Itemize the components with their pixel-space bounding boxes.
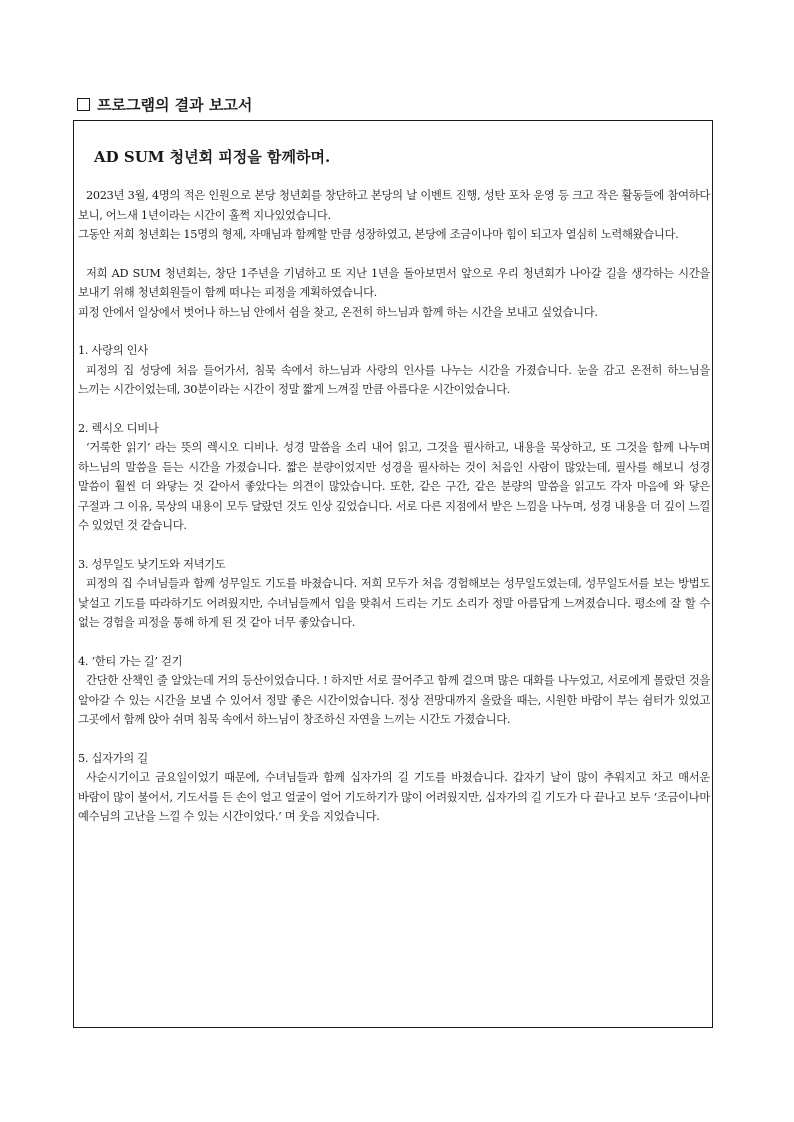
section-body: 피정의 집 성당에 처음 들어가서, 침묵 속에서 하느님과 사랑의 인사를 나누는 시간을 가졌습니다. 눈을 감고 온전히 하느님을 느끼는 시간이었는데, 30분이라는 시간이 정말 짧게 느껴질 만큼 아름다운 시간이었습니다. xyxy=(78,363,710,396)
checkbox-icon xyxy=(77,98,90,111)
section-body: 피정의 집 수녀님들과 함께 성무일도 기도를 바쳤습니다. 저희 모두가 처음 경험해보는 성무일도였는데, 성무일도서를 보는 방법도 낯설고 기도를 따라하기도 어려웠지만, 수녀님들께서 입을 맞춰서 드리는 기도 소리가 정말 아름답게 느껴졌습니다. 평소에 잘 할 수 없는 경험을 피정을 통해 하게 된 것 같아 너무 좋았습니다. xyxy=(78,577,710,629)
intro2-paragraph-2: 피정 안에서 일상에서 벗어나 하느님 안에서 쉼을 찾고, 온전히 하느님과 함께 하는 시간을 보내고 싶었습니다. xyxy=(78,305,598,319)
report-content xyxy=(78,186,710,827)
section-title: 3. 성무일도 낮기도와 저녁기도 xyxy=(78,557,226,571)
section-title: 2. 렉시오 디비나 xyxy=(78,421,159,435)
section-body: ‘거룩한 읽기’ 라는 뜻의 렉시오 디비나. 성경 말씀을 소리 내어 읽고, 그것을 필사하고, 내용을 묵상하고, 또 그것을 함께 나누며 하느님의 말씀을 듣는 시간을 가졌습니다. 짧은 분량이었지만 성경을 필사하는 것이 처음인 사람이 많았는데, 필사를 해보니 성경 말씀이 훨씬 더 와닿는 것 같아서 좋았다는 의견이 많았습니다. 또한, 같은 구간, 같은 분량의 말씀을 읽고도 각자 마음에 와 닿은 구절과 그 이유, 묵상의 내용이 모두 달랐던 것도 인상 깊었습니다. 서로 다른 지점에서 받은 느낌을 나누며, 성경 내용을 더 깊이 느낄 수 있었던 것 같습니다. xyxy=(78,441,710,532)
section-title: 5. 십자가의 길 xyxy=(78,751,148,765)
heading-text: 프로그램의 결과 보고서 xyxy=(97,96,253,114)
section-title: 4. ‘한티 가는 길’ 걷기 xyxy=(78,654,183,668)
section-body: 간단한 산책인 줄 알았는데 거의 등산이었습니다. ! 하지만 서로 끌어주고 함께 걸으며 많은 대화를 나누었고, 서로에게 몰랐던 것을 알아갈 수 있는 시간을 보낼 수 있어서 정말 좋은 시간이었습니다. 정상 전망대까지 올랐을 때는, 시원한 바람이 부는 쉼터가 있었고 그곳에서 함께 앉아 쉬며 침묵 속에서 하느님이 창조하신 자연을 느끼는 시간도 가졌습니다. xyxy=(78,674,710,726)
section-title: 1. 사랑의 인사 xyxy=(78,344,148,357)
intro-paragraph-2: 그동안 저희 청년회는 15명의 형제, 자매님과 함께할 만큼 성장하였고, 본당에 조금이나마 힘이 되고자 열심히 노력해왔습니다. xyxy=(78,228,679,241)
report-title: AD SUM 청년회 피정을 함께하며. xyxy=(94,148,331,166)
report-heading xyxy=(77,94,252,115)
intro-paragraph-1: 2023년 3월, 4명의 적은 인원으로 본당 청년회를 창단하고 본당의 날 이벤트 진행, 성탄 포차 운영 등 크고 작은 활동들에 참여하다 보니, 어느새 1년이라는 시간이 훌쩍 지나있었습니다. xyxy=(78,189,710,222)
section-body: 사순시기이고 금요일이었기 때문에, 수녀님들과 함께 십자가의 길 기도를 바쳤습니다. 갑자기 날이 많이 추워지고 차고 매서운 바람이 많이 불어서, 기도서를 든 손이 얼고 얼굴이 얼어 기도하기가 많이 어려웠지만, 십자가의 길 기도가 다 끝나고 보두 ‘조금이나마 예수님의 고난을 느낄 수 있는 시간이었다.’ 며 웃음 지었습니다. xyxy=(78,771,710,823)
intro2-paragraph-1: 저희 AD SUM 청년회는, 창단 1주년을 기념하고 또 지난 1년을 돌아보면서 앞으로 우리 청년회가 나아갈 길을 생각하는 시간을 보내기 위해 청년회원들이 함께 떠나는 피정을 계획하였습니다. xyxy=(78,266,710,299)
